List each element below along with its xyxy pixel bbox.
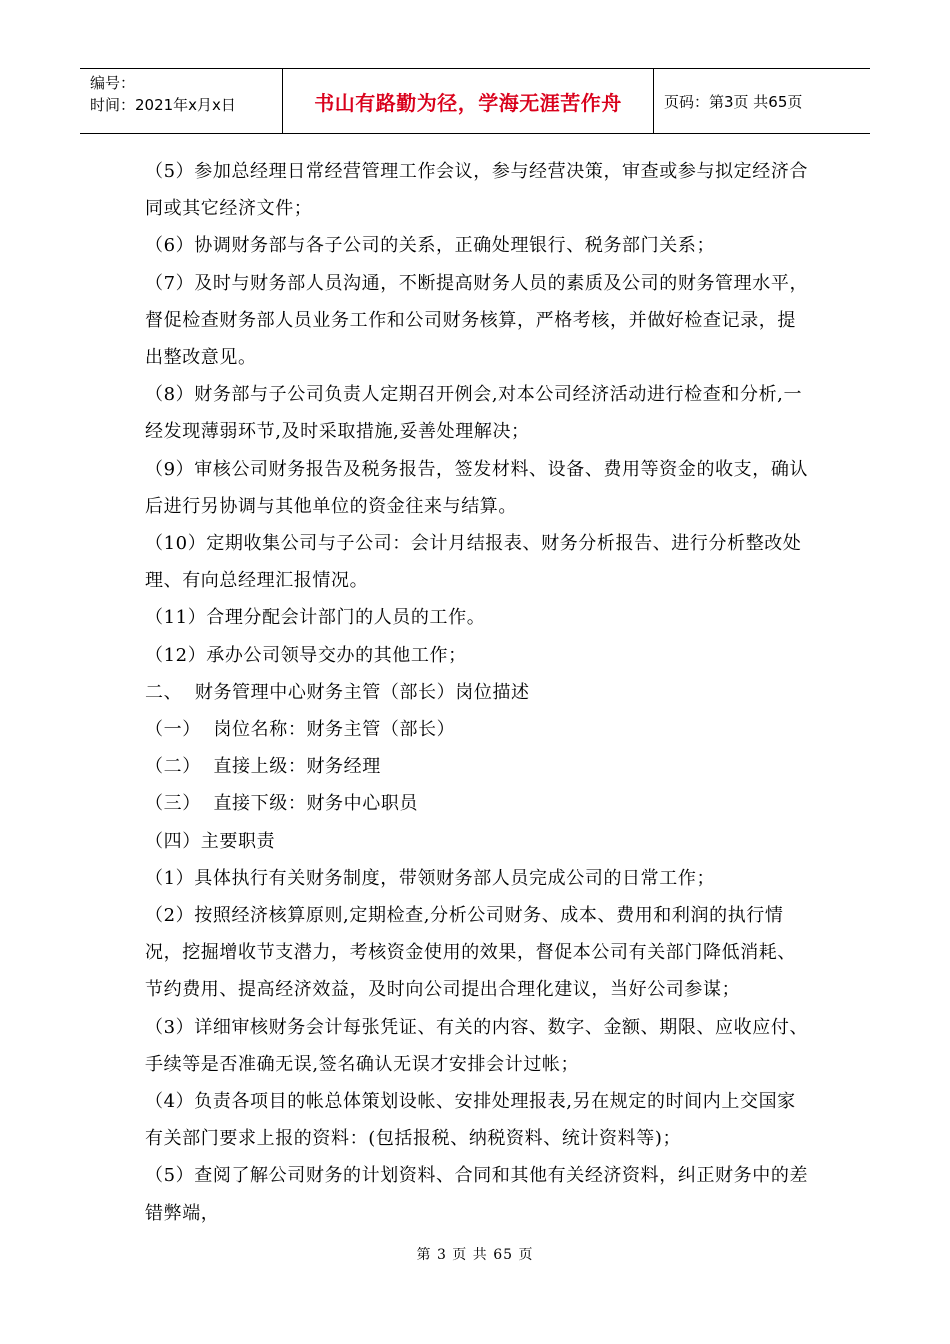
date-label: 时间：2021年x月x日 xyxy=(90,96,236,114)
paragraph: （7）及时与财务部人员沟通，不断提高财务人员的素质及公司的财务管理水平，督促检查财务部人员业务工作和公司财务核算，严格考核，并做好检查记录，提出整改意见。 xyxy=(145,272,809,369)
code-label: 编号： xyxy=(90,74,136,92)
paragraph: （二） 直接上级：财务经理 xyxy=(145,756,381,778)
paragraph: （5）参加总经理日常经营管理工作会议，参与经营决策，审查或参与拟定经济合同或其它经济文件； xyxy=(145,161,809,220)
paragraph: （10）定期收集公司与子公司：会计月结报表、财务分析报告、进行分析整改处理、有向总经理汇报情况。 xyxy=(145,533,802,592)
header-motto: 书山有路勤为径，学海无涯苦作舟 xyxy=(282,69,654,133)
header-meta xyxy=(80,69,282,133)
paragraph: （2）按照经济核算原则,定期检查,分析公司财务、成本、费用和利润的执行情况，挖掘增收节支潜力，考核资金使用的效果，督促本公司有关部门降低消耗、节约费用、提高经济效益，及时向公司提出合理化建议，当好公司参谋； xyxy=(145,905,796,1001)
paragraph: （12）承办公司领导交办的其他工作； xyxy=(145,644,467,666)
document-body xyxy=(145,153,813,1232)
sub-heading: （四）主要职责 xyxy=(145,830,276,852)
paragraph: （3）详细审核财务会计每张凭证、有关的内容、数字、金额、期限、应收应付、手续等是否准确无误,签名确认无误才安排会计过帐； xyxy=(145,1016,809,1075)
paragraph: （三） 直接下级：财务中心职员 xyxy=(145,793,419,815)
section-heading: 二、 财务管理中心财务主管（部长）岗位描述 xyxy=(145,681,530,703)
page-header xyxy=(80,68,870,134)
paragraph: （11）合理分配会计部门的人员的工作。 xyxy=(145,607,486,629)
paragraph: （6）协调财务部与各子公司的关系，正确处理银行、税务部门关系； xyxy=(145,235,716,257)
header-page-info: 页码：第3页 共65页 xyxy=(664,92,803,111)
paragraph: （5）查阅了解公司财务的计划资料、合同和其他有关经济资料，纠正财务中的差错弊端， xyxy=(145,1165,809,1224)
paragraph: （8）财务部与子公司负责人定期召开例会,对本公司经济活动进行检查和分析,一经发现薄弱环节,及时采取措施,妥善处理解决； xyxy=(145,384,803,443)
paragraph: （4）负责各项目的帐总体策划设帐、安排处理报表,另在规定的时间内上交国家有关部门要求上报的资料：(包括报税、纳税资料、统计资料等)； xyxy=(145,1091,796,1150)
paragraph: （一） 岗位名称：财务主管（部长） xyxy=(145,719,456,741)
page-footer: 第 3 页 共 65 页 xyxy=(416,1247,534,1263)
paragraph: （1）具体执行有关财务制度，带领财务部人员完成公司的日常工作； xyxy=(145,867,716,889)
paragraph: （9）审核公司财务报告及税务报告，签发材料、设备、费用等资金的收支，确认后进行另协调与其他单位的资金往来与结算。 xyxy=(145,458,809,517)
